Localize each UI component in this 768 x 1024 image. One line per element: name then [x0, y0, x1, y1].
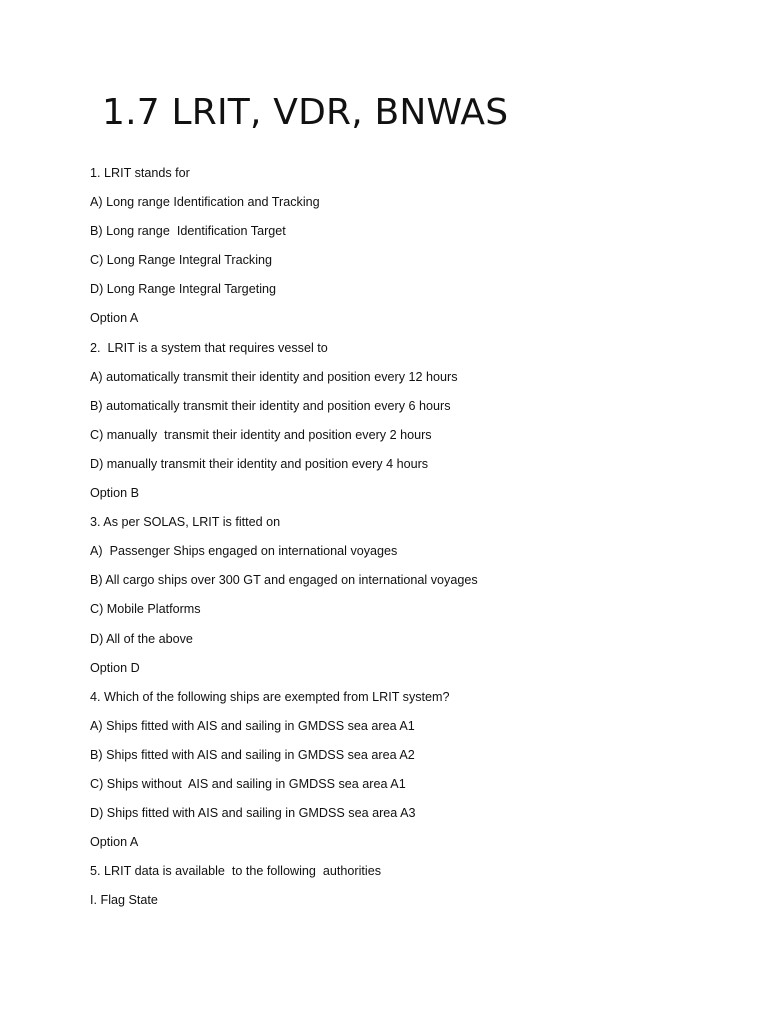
question-list: [90, 164, 478, 920]
choice-line: B) All cargo ships over 300 GT and engaged on international voyages: [90, 573, 478, 588]
choice-line: B) automatically transmit their identity and position every 6 hours: [90, 398, 451, 413]
choice-line: D) Long Range Integral Targeting: [90, 282, 276, 297]
choice-line: A) Passenger Ships engaged on international voyages: [90, 544, 398, 559]
question-line: 4. Which of the following ships are exempted from LRIT system?: [90, 689, 450, 704]
item-line: I. Flag State: [90, 893, 158, 908]
question-line: 1. LRIT stands for: [90, 166, 190, 180]
answer-line: Option A: [90, 835, 139, 850]
choice-line: D) Ships fitted with AIS and sailing in GMDSS sea area A3: [90, 806, 416, 821]
choice-line: C) Mobile Platforms: [90, 602, 201, 617]
choice-line: B) Ships fitted with AIS and sailing in GMDSS sea area A2: [90, 747, 415, 762]
answer-line: Option D: [90, 660, 140, 675]
choice-line: A) automatically transmit their identity and position every 12 hours: [90, 369, 458, 384]
question-line: 3. As per SOLAS, LRIT is fitted on: [90, 515, 281, 530]
question-line: 2. LRIT is a system that requires vessel to: [90, 340, 328, 355]
choice-line: A) Long range Identification and Tracking: [90, 195, 320, 210]
document-title: 1.7 LRIT, VDR, BNWAS: [102, 92, 509, 133]
answer-line: Option B: [90, 486, 140, 501]
choice-line: C) Long Range Integral Tracking: [90, 253, 273, 268]
choice-line: C) Ships without AIS and sailing in GMDSS sea area A1: [90, 776, 406, 791]
choice-line: D) All of the above: [90, 631, 193, 646]
choice-line: A) Ships fitted with AIS and sailing in GMDSS sea area A1: [90, 718, 415, 733]
answer-line: Option A: [90, 311, 139, 326]
choice-line: C) manually transmit their identity and position every 2 hours: [90, 427, 432, 442]
choice-line: D) manually transmit their identity and position every 4 hours: [90, 456, 429, 471]
choice-line: B) Long range Identification Target: [90, 224, 286, 239]
question-line: 5. LRIT data is available to the following authorities: [90, 864, 381, 879]
